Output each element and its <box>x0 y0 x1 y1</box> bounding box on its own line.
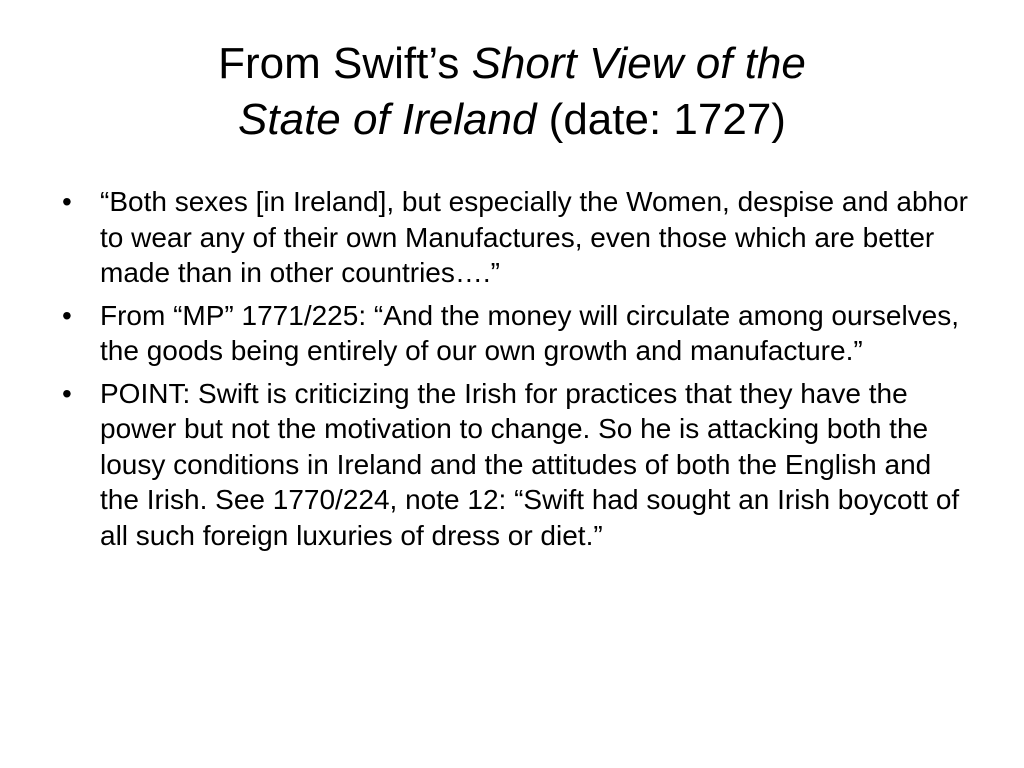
bullet-item <box>56 376 976 554</box>
slide-title <box>80 36 944 148</box>
bullet-text: From “MP” 1771/225: “And the money will circulate among ourselves, the goods being entirely of our own growth and manufacture.” <box>100 299 960 366</box>
bullet-text: POINT: Swift is criticizing the Irish for practices that they have the power but not the motivation to change. So he is attacking both the lousy conditions in Ireland and the attitudes of both the English and the Irish. See 1770/224, note 12: “Swift had sought an Irish boycott of all such foreign luxuries of dress or diet.” <box>100 377 960 551</box>
bullet-text: “Both sexes [in Ireland], but especially the Women, despise and abhor to wear any of their own Manufactures, even those which are better made than in other countries….” <box>100 186 968 288</box>
bullet-dot: • <box>62 377 72 409</box>
bullet-item <box>56 298 976 369</box>
title-plain-2: (date: 1727) <box>536 95 786 144</box>
bullet-item <box>56 184 976 291</box>
bullet-dot: • <box>62 299 72 331</box>
title-plain-1: From Swift’s <box>218 39 472 88</box>
title-italic-2: State of Ireland <box>238 95 537 144</box>
title-italic-1: Short View of the <box>471 39 806 88</box>
bullet-list <box>56 184 976 560</box>
bullet-dot: • <box>62 186 72 217</box>
